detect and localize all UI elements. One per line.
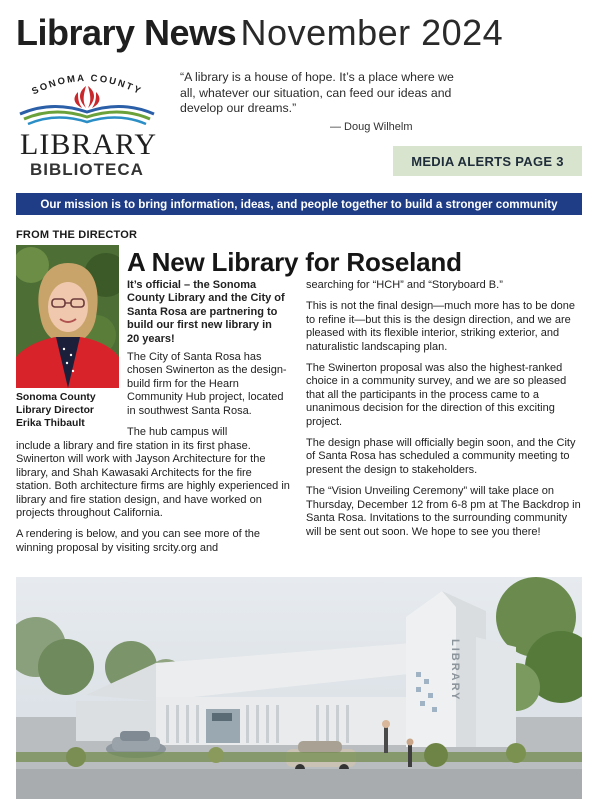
article-column-2 xyxy=(306,279,584,547)
sonoma-county-library-logo xyxy=(12,64,162,184)
section-label: FROM THE DIRECTOR xyxy=(16,229,138,241)
caption-line: Erika Thibault xyxy=(16,418,85,429)
masthead-title-date: November 2024 xyxy=(240,12,504,53)
newsletter-masthead xyxy=(16,12,586,56)
mission-banner: Our mission is to bring information, ideas, and people together to build a stronger community xyxy=(16,193,582,215)
article-paragraph: A rendering is below, and you can see more of the winning proposal by visiting srcity.org and xyxy=(16,528,260,554)
article-column-1-lower xyxy=(16,440,290,563)
library-rendering-image xyxy=(16,577,582,799)
logo-biblioteca-text: BIBLIOTECA xyxy=(30,160,144,179)
lead-paragraph: It’s official – the Sonoma County Library and the City of Santa Rosa are partnering to build our first new library in 20 years! xyxy=(127,279,285,345)
article-lead xyxy=(127,279,287,346)
logo-library-text: LIBRARY xyxy=(20,128,158,161)
tower-library-lettering: LIBRARY xyxy=(449,639,461,702)
caption-line: Sonoma County xyxy=(16,392,96,403)
caption-line: Library Director xyxy=(16,405,94,416)
article-paragraph: The City of Santa Rosa has chosen Swinerton as the design-build firm for the Hearn Community Hub project, located in southwest Santa Rosa. xyxy=(127,351,287,417)
article-paragraph-start: The hub campus will xyxy=(127,426,228,439)
logo-arc-label: SONOMA COUNTY xyxy=(30,72,144,98)
article-paragraph: This is not the final design—much more has to be done to refine it—but this is the design direction, and we are pleased with its flexible interior, striking exterior, and naturalistic landscaping plan. xyxy=(306,300,576,353)
book-flame-icon xyxy=(12,78,162,128)
featured-quote: “A library is a house of hope. It’s a place where we all, whatever our situation, can feed our ideas and develop our dreams.” xyxy=(180,70,454,115)
media-alerts-link[interactable]: MEDIA ALERTS PAGE 3 xyxy=(393,146,582,176)
article-headline: A New Library for Roseland xyxy=(127,247,462,277)
director-portrait-image xyxy=(16,245,119,388)
article-paragraph: The design phase will officially begin soon, and the City of Santa Rosa has scheduled a community meeting to present the design to stakeholders. xyxy=(306,437,576,476)
article-paragraph: The “Vision Unveiling Ceremony” will take place on Thursday, December 12 from 6-8 pm at The Backdrop in Santa Rosa. Invitations to the surrounding community will be sent out soon. We hope to see you there! xyxy=(306,485,581,538)
article-paragraph: include a library and fire station in its first phase. Swinerton will work with Jayson Architecture for the library, and Shah Kawasaki Architects for the fire station. Both architecture firms are highly experienced in library and fire station design, and have worked on projects throughout California. xyxy=(16,440,290,520)
quote-author: — Doug Wilhelm xyxy=(330,121,413,133)
director-photo xyxy=(16,245,119,388)
director-photo-caption xyxy=(16,391,126,430)
article-paragraph: The Swinerton proposal was also the highest-ranked choice in a community survey, and we are so pleased that all the participants in the process came to a unanimous decision for the direction of this exciting project. xyxy=(306,362,567,428)
architectural-rendering xyxy=(16,577,582,799)
article-column-1 xyxy=(127,351,287,439)
article-paragraph: searching for “HCH” and “Storyboard B.” xyxy=(306,279,503,291)
masthead-title-bold: Library News xyxy=(16,12,237,53)
